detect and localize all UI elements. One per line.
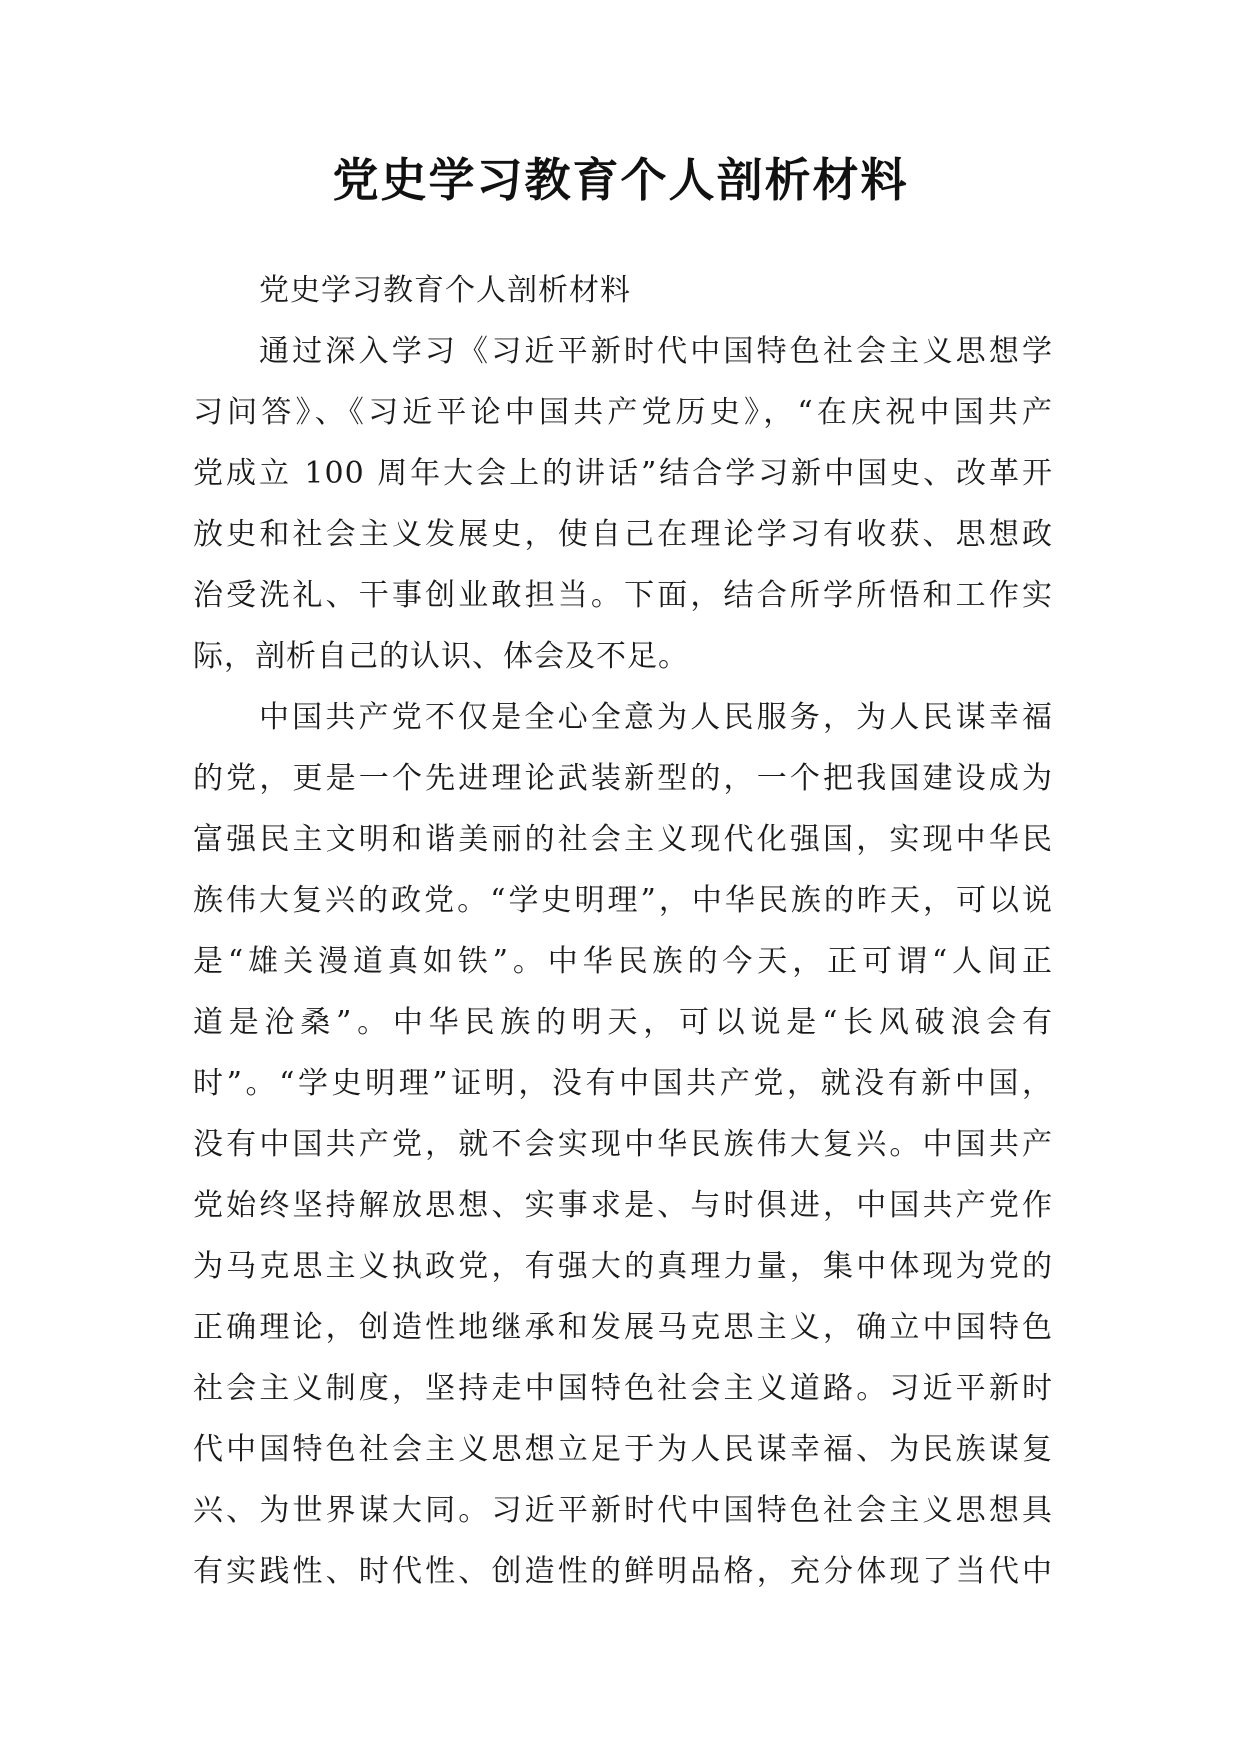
body-line: 兴、为世界谋大同。习近平新时代中国特色社会主义思想具: [193, 1493, 1053, 1528]
body-line: 社会主义制度，坚持走中国特色社会主义道路。习近平新时: [193, 1371, 1053, 1406]
body-line: 道是沧桑”。中华民族的明天，可以说是“长风破浪会有: [193, 1005, 1053, 1040]
body-line: 代中国特色社会主义思想立足于为人民谋幸福、为民族谋复: [193, 1432, 1053, 1467]
body-line: 的党，更是一个先进理论武装新型的，一个把我国建设成为: [193, 761, 1053, 796]
body-line: 通过深入学习《习近平新时代中国特色社会主义思想学: [259, 334, 1053, 369]
body-line: 为马克思主义执政党，有强大的真理力量，集中体现为党的: [193, 1249, 1053, 1284]
body-line: 富强民主文明和谐美丽的社会主义现代化强国，实现中华民: [193, 822, 1053, 857]
body-line: 治受洗礼、干事创业敢担当。下面，结合所学所悟和工作实: [193, 578, 1053, 613]
body-line: 际，剖析自己的认识、体会及不足。: [193, 639, 689, 674]
body-line: 族伟大复兴的政党。“学史明理”，中华民族的昨天，可以说: [193, 883, 1053, 918]
body-line: 中国共产党不仅是全心全意为人民服务，为人民谋幸福: [259, 700, 1053, 735]
body-line: 有实践性、时代性、创造性的鲜明品格，充分体现了当代中: [193, 1554, 1053, 1589]
body-line: 没有中国共产党，就不会实现中华民族伟大复兴。中国共产: [193, 1127, 1053, 1162]
body-line-subtitle: 党史学习教育个人剖析材料: [259, 273, 631, 308]
document-body: [193, 260, 1053, 1602]
body-line: 正确理论，创造性地继承和发展马克思主义，确立中国特色: [193, 1310, 1053, 1345]
body-line: 党始终坚持解放思想、实事求是、与时俱进，中国共产党作: [193, 1188, 1053, 1223]
body-line: 习问答》、《习近平论中国共产党历史》，“在庆祝中国共产: [193, 395, 1053, 430]
body-line: 是“雄关漫道真如铁”。中华民族的今天，正可谓“人间正: [193, 944, 1053, 979]
document-title: 党史学习教育个人剖析材料: [332, 153, 909, 207]
body-line: 放史和社会主义发展史，使自己在理论学习有收获、思想政: [193, 517, 1053, 552]
body-line: 时”。“学史明理”证明，没有中国共产党，就没有新中国，: [193, 1066, 1053, 1101]
body-line: 党成立 100 周年大会上的讲话”结合学习新中国史、改革开: [193, 456, 1053, 491]
